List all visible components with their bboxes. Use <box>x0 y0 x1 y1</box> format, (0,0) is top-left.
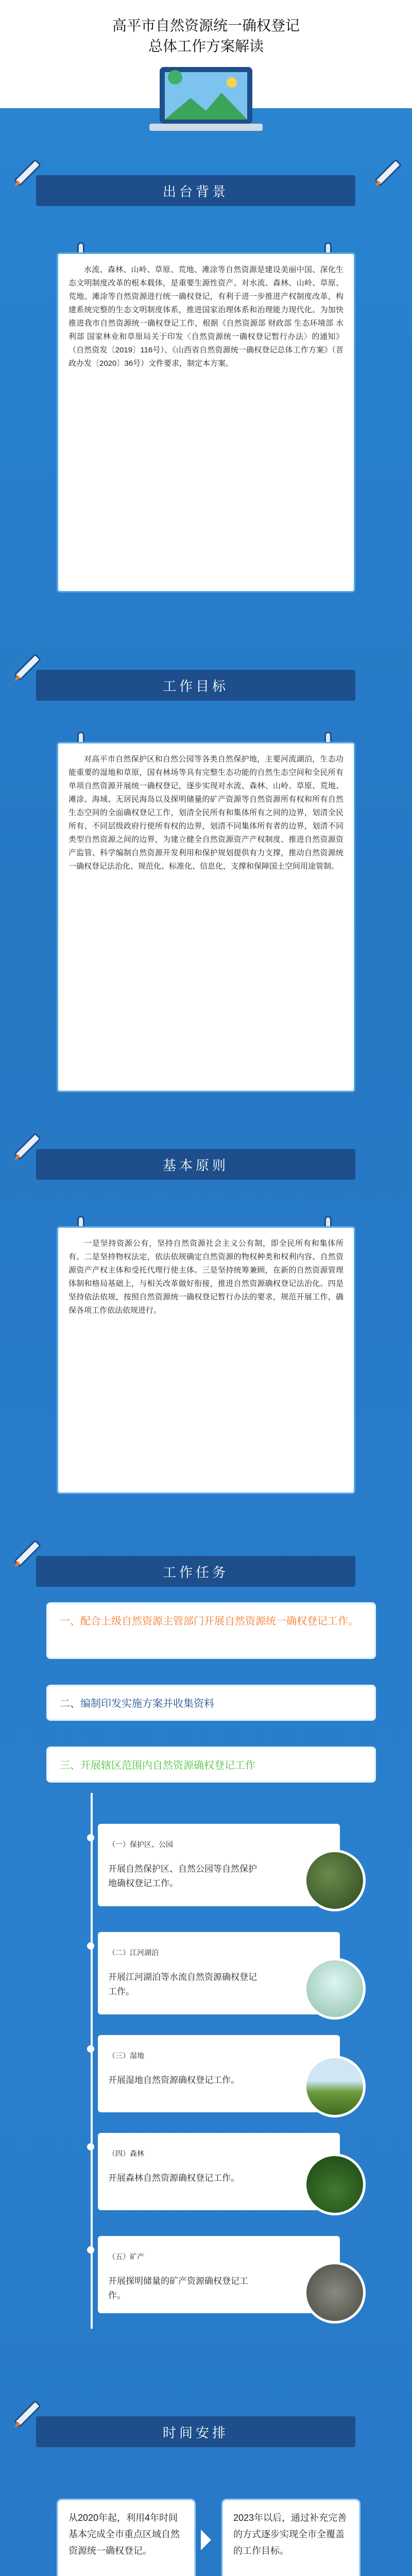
timeline-card-4 <box>98 2133 340 2210</box>
schedule-right-text: 2023年以后，通过补充完善的方式逐步实现全市全覆盖的工作目标。 <box>233 2513 347 2556</box>
pen-icon <box>371 160 402 191</box>
timeline-dot <box>87 2246 94 2253</box>
task-item-1 <box>46 1602 376 1659</box>
task-2-text: 二、编制印发实施方案并收集资料 <box>60 1697 214 1709</box>
pen-icon <box>10 160 41 191</box>
schedule-left-text: 从2020年起，利用4年时间基本完成全市重点区域自然资源统一确权登记。 <box>68 2513 180 2556</box>
forest-image <box>304 2154 366 2215</box>
timeline-dot <box>87 1834 94 1841</box>
nature-reserve-image <box>304 1850 366 1911</box>
background-card <box>57 252 355 592</box>
river-lake-image <box>304 1958 366 2020</box>
task-3-text: 三、开展辖区范围内自然资源确权登记工作 <box>60 1759 255 1771</box>
section-title-background: 出台背景 <box>162 184 229 200</box>
timeline-text-3: 开展湿地自然资源确权登记工作。 <box>108 2075 239 2085</box>
section-title-goal: 工作目标 <box>162 679 229 694</box>
task-item-2 <box>46 1685 376 1721</box>
task-1-text: 一、配合上级自然资源主管部门开展自然资源统一确权登记工作。 <box>60 1615 358 1627</box>
pen-icon <box>10 1133 41 1164</box>
timeline-dot <box>87 2045 94 2053</box>
section-title-tasks: 工作任务 <box>162 1565 229 1581</box>
pen-icon <box>10 654 41 685</box>
timeline-label-5: （五）矿产 <box>108 2252 144 2261</box>
principle-text: 一是坚持资源公有，坚持自然资源社会主义公有制，即全民所有和集体所有。二是坚持物权法定，依法依规确定自然资源的物权种类和权利内容、自然资源资产产权主体和受托代理行使主体。三是坚持统筹兼顾，在新的自然资源管理体制和格局基础上，与相关改革做好衔接，推进自然资源确权登记法治化。四是坚持依法依规，按照自然资源统一确权登记暂行办法的要求，规范开展工作，确保各项工作依法依规进行。 <box>68 1239 344 1315</box>
goal-text: 对高平市自然保护区和自然公园等各类自然保护地，主要河流湖泊，生态功能重要的湿地和草原，国有林场等具有完整生态功能的自然生态空间和全民所有单项自然资源开展统一确权登记，逐步实现对水流、森林、山岭、草原、荒地、滩涂、海域、无居民海岛以及探明储量的矿产资源等自然资源所有权和所有自然生态空间的全面确权登记工作，划清全民所有和集体所有之间的边界，划清全民所有、不同层级政府行使所有权的边界，划清不同集体所有者的边界，划清不同类型自然资源之间的边界，为建立健全自然资源资产产权制度、推进自然资源资产监管、科学编制自然资源开发利用和保护规划提供有力支撑，推动自然资源统一确权登记法治化、规范化、标准化、信息化，支撑和保障国土空间用途管制。 <box>68 755 344 871</box>
section-banner-schedule <box>36 2416 355 2447</box>
timeline-card-2 <box>98 1932 340 2014</box>
wetland-image <box>304 2056 366 2117</box>
section-banner-background <box>36 175 355 206</box>
schedule-card-right <box>221 2499 360 2576</box>
principle-card <box>57 1226 355 1494</box>
timeline-dot <box>87 2143 94 2150</box>
timeline-text-1: 开展自然保护区、自然公园等自然保护地确权登记工作。 <box>108 1864 257 1888</box>
schedule-card-left <box>57 2499 196 2576</box>
laptop-illustration <box>144 62 268 139</box>
section-banner-tasks <box>36 1556 355 1587</box>
background-text: 水流、森林、山岭、草原、荒地、滩涂等自然资源是建设美丽中国、深化生态文明制度改革的根本载体，是重要生源性资产。对水流、森林、山岭、草原、荒地、滩涂等自然资源进行统一确权登记，有利于进一步推进产权制度改革，构建系统完整的生态文明制度体系，推进国家治理体系和治理能力现代化。为加快推进我市自然资源统一确权登记工作，根据《自然资源部 财政部 生态环境部 水利部 国家林业和草原局关于印发〈自然资源统一确权登记暂行办法〉的通知》（自然资发〔2019〕116号）、《山西省自然资源统一确权登记总体工作方案》（晋政办发〔2020〕36号）文件要求，制定本方案。 <box>68 265 344 368</box>
page-title-line1: 高平市自然资源统一确权登记 <box>112 17 300 34</box>
timeline-label-2: （二）江河湖泊 <box>108 1948 159 1957</box>
timeline-text-5: 开展探明储量的矿产资源确权登记工作。 <box>108 2276 248 2300</box>
section-title-schedule: 时间安排 <box>162 2426 229 2441</box>
pen-icon <box>10 2401 41 2432</box>
goal-card <box>57 742 355 1092</box>
section-title-principle: 基本原则 <box>162 1158 229 1174</box>
section-banner-principle <box>36 1149 355 1180</box>
section-banner-goal <box>36 670 355 701</box>
timeline-text-4: 开展森林自然资源确权登记工作。 <box>108 2173 239 2183</box>
timeline-label-3: （三）湿地 <box>108 2052 144 2060</box>
timeline-label-4: （四）森林 <box>108 2149 144 2158</box>
timeline-text-2: 开展江河湖泊等水流自然资源确权登记工作。 <box>108 1972 257 1996</box>
mineral-image <box>304 2262 366 2324</box>
page-title-line2: 总体工作方案解读 <box>148 38 264 55</box>
task-item-3 <box>46 1747 376 1783</box>
pen-icon <box>10 1540 41 1571</box>
timeline-card-1 <box>98 1824 340 1906</box>
timeline-card-3 <box>98 2035 340 2112</box>
arrow-icon <box>201 2524 216 2555</box>
timeline-card-5 <box>98 2236 340 2313</box>
timeline-dot <box>87 1942 94 1950</box>
timeline-label-1: （一）保护区、公园 <box>108 1840 173 1849</box>
